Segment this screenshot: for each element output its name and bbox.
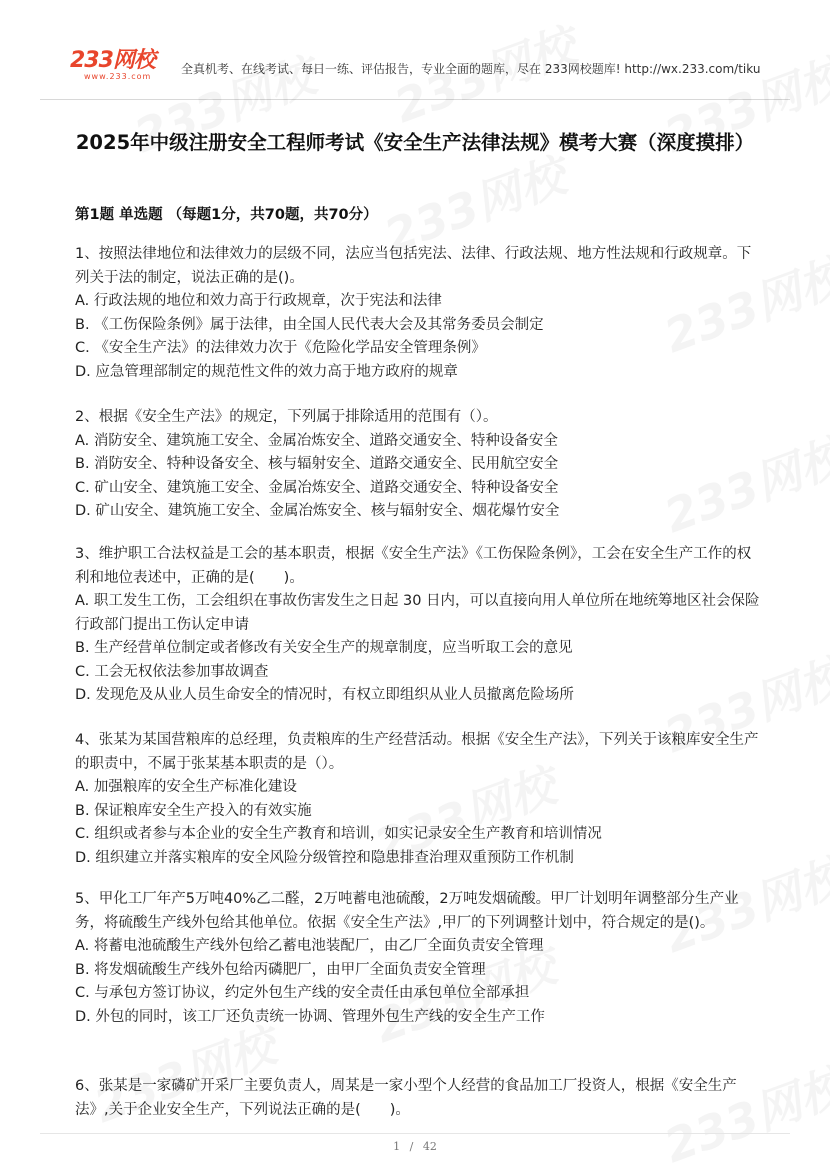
option-d[interactable]: D. 矿山安全、建筑施工安全、金属冶炼安全、核与辐射安全、烟花爆竹安全: [75, 503, 560, 519]
option-b[interactable]: B. 将发烟硫酸生产线外包给丙磷肥厂，由甲厂全面负责安全管理: [75, 961, 486, 978]
option-a[interactable]: A. 消防安全、建筑施工安全、金属冶炼安全、道路交通安全、特种设备安全: [75, 432, 558, 449]
question-stem: 5、甲化工厂年产5万吨40%乙二醛，2万吨蓄电池硫酸，2万吨发烟硫酸。甲厂计划明年调整部分生产业务，将硫酸生产线外包给其他单位。依据《安全生产法》,甲厂的下列调整计划中，符合规定的是()。: [75, 891, 739, 931]
option-c[interactable]: C. 工会无权依法参加事故调查: [75, 663, 269, 680]
option-a[interactable]: A. 行政法规的地位和效力高于行政规章，次于宪法和法律: [75, 293, 442, 309]
option-c[interactable]: C. 矿山安全、建筑施工安全、金属冶炼安全、道路交通安全、特种设备安全: [75, 479, 559, 496]
question-5: [75, 888, 765, 1029]
section-heading: 第1题 单选题 （每题1分，共70题，共70分）: [75, 207, 378, 223]
total-pages: 42: [422, 1140, 437, 1153]
question-stem: 4、张某为某国营粮库的总经理，负责粮库的生产经营活动。根据《安全生产法》，下列关于该粮库安全生产的职责中，不属于张某基本职责的是（）。: [75, 732, 759, 772]
option-a[interactable]: A. 职工发生工伤，工会组织在事故伤害发生之日起 30 日内，可以直接向用人单位所在地统筹地区社会保险行政部门提出工伤认定申请: [75, 593, 760, 633]
question-1: [75, 243, 765, 384]
question-6: [75, 1075, 765, 1122]
page-separator: /: [409, 1140, 414, 1153]
question-stem: 2、根据《安全生产法》的规定，下列属于排除适用的范围有（）。: [75, 409, 498, 425]
option-a[interactable]: A. 加强粮库的安全生产标准化建设: [75, 779, 297, 795]
question-2: [75, 406, 765, 524]
option-b[interactable]: B. 生产经营单位制定或者修改有关安全生产的规章制度，应当听取工会的意见: [75, 640, 573, 656]
document-title: 2025年中级注册安全工程师考试《安全生产法律法规》模考大赛（深度摸排）: [75, 131, 755, 154]
logo-subtext: www.233.com: [84, 72, 152, 81]
option-a[interactable]: A. 将蓄电池硫酸生产线外包给乙蓄电池装配厂，由乙厂全面负责安全管理: [75, 938, 544, 954]
option-c[interactable]: C. 与承包方签订协议，约定外包生产线的安全责任由承包单位全部承担: [75, 985, 530, 1001]
option-d[interactable]: D. 应急管理部制定的规范性文件的效力高于地方政府的规章: [75, 363, 458, 380]
brand-logo[interactable]: [70, 50, 155, 82]
header-slogan: 全真机考、在线考试、每日一练、评估报告，专业全面的题库，尽在 233网校题库! http://wx.233.com/tiku: [181, 62, 761, 76]
option-c[interactable]: C. 《安全生产法》的法律效力次于《危险化学品安全管理条例》: [75, 340, 486, 356]
current-page: 1: [393, 1140, 401, 1153]
question-stem: 3、维护职工合法权益是工会的基本职责，根据《安全生产法》《工伤保险条例》，工会在安全生产工作的权利和地位表述中，正确的是( )。: [75, 546, 752, 586]
header-divider: [40, 99, 790, 100]
option-b[interactable]: B. 消防安全、特种设备安全、核与辐射安全、道路交通安全、民用航空安全: [75, 456, 559, 472]
question-3: [75, 543, 765, 708]
option-c[interactable]: C. 组织或者参与本企业的安全生产教育和培训，如实记录安全生产教育和培训情况: [75, 826, 602, 842]
page-header: [0, 0, 830, 100]
question-4: [75, 729, 765, 870]
option-d[interactable]: D. 组织建立并落实粮库的安全风险分级管控和隐患排查治理双重预防工作机制: [75, 849, 574, 866]
logo-text: 233网校: [70, 48, 155, 73]
question-stem: 6、张某是一家磷矿开采厂主要负责人，周某是一家小型个人经营的食品加工厂投资人，根据《安全生产法》,关于企业安全生产，下列说法正确的是( )。: [75, 1078, 737, 1118]
option-d[interactable]: D. 外包的同时，该工厂还负责统一协调、管理外包生产线的安全生产工作: [75, 1008, 545, 1025]
option-d[interactable]: D. 发现危及从业人员生命安全的情况时，有权立即组织从业人员撤离危险场所: [75, 687, 574, 703]
option-b[interactable]: B. 保证粮库安全生产投入的有效实施: [75, 802, 312, 819]
page-number: [0, 1140, 830, 1153]
question-stem: 1、按照法律地位和法律效力的层级不同，法应当包括宪法、法律、行政法规、地方性法规和行政规章。下列关于法的制定，说法正确的是()。: [75, 246, 752, 286]
option-b[interactable]: B. 《工伤保险条例》属于法律，由全国人民代表大会及其常务委员会制定: [75, 316, 544, 333]
footer-divider: [40, 1133, 790, 1134]
